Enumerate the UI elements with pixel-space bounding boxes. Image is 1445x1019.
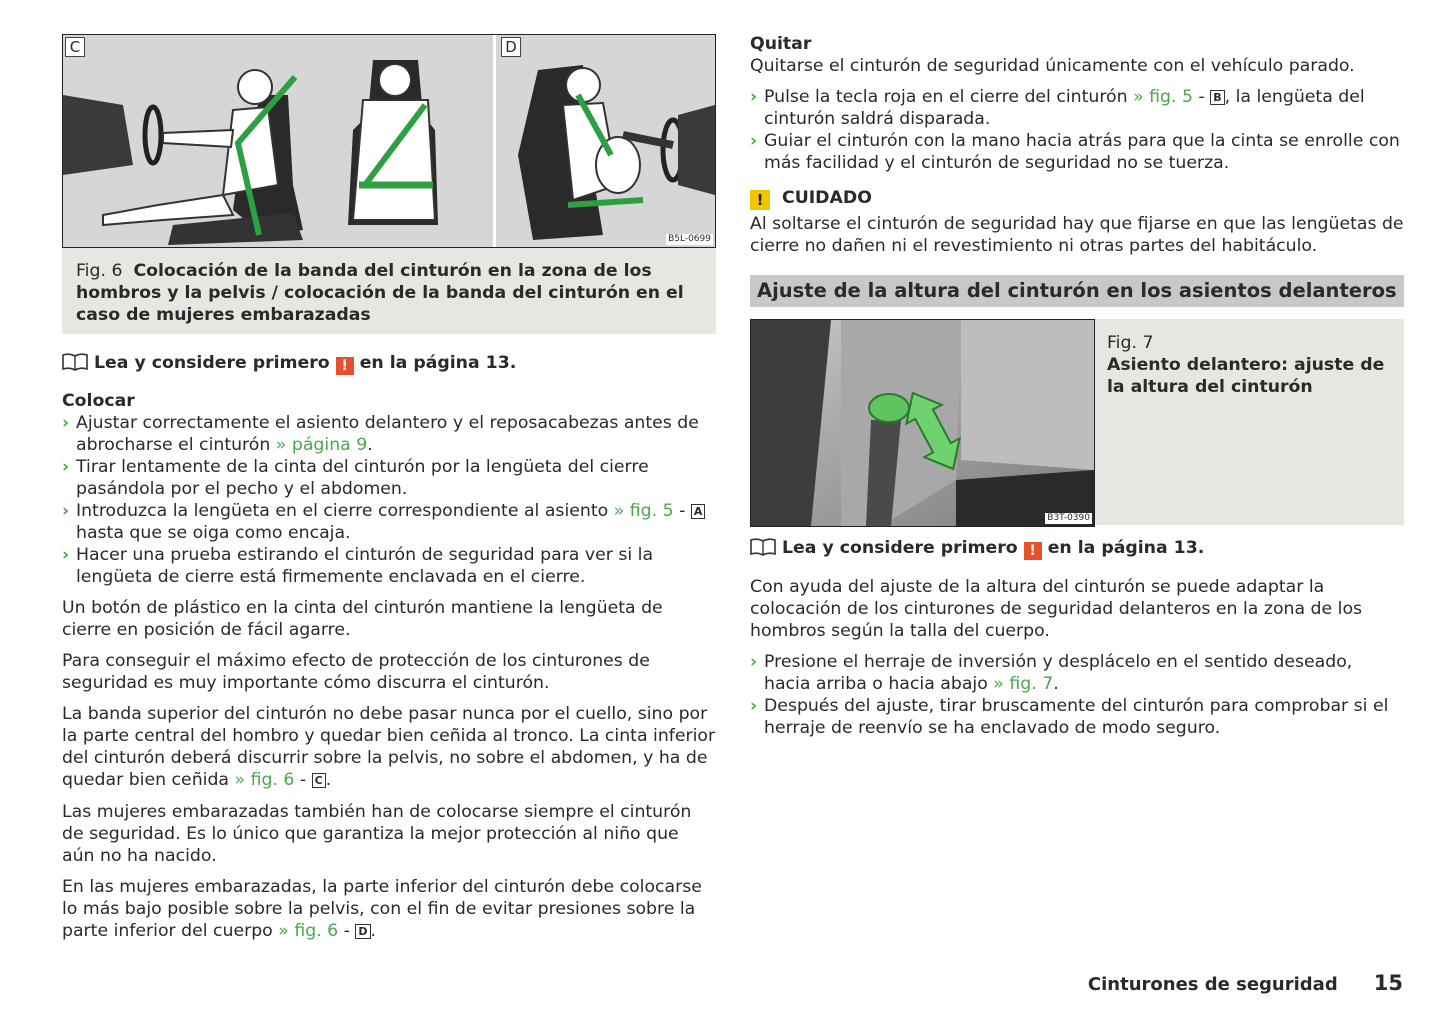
page-footer	[1088, 970, 1403, 998]
paragraph: Las mujeres embarazadas también han de colocarse siempre el cinturón de seguridad. Es lo único que garantiza la mejor protección al niño que aún no ha nacido.	[62, 802, 692, 866]
warning-icon: !	[336, 357, 354, 375]
item-label-box: B	[1210, 90, 1224, 105]
book-icon	[62, 353, 88, 377]
paragraph: En las mujeres embarazadas, la parte inferior del cinturón debe colocarse lo más bajo posible sobre la pelvis, con el fin de evitar presiones sobre la parte inferior del cuerpo » fig. 6 - D .	[62, 877, 702, 941]
paragraph: La banda superior del cinturón no debe pasar nunca por el cuello, sino por la parte central del hombro y quedar bien ceñida al tronco. La cinta inferior del cinturón deberá discurrir sobre la pelvis, no sobre el abdomen, y ha de quedar bien ceñida » fig. 6 - C .	[62, 704, 716, 790]
figure-title: Colocación de la banda del cinturón en la zona de los hombros y la pelvis / colocación de la banda del cinturón en el caso de mujeres embarazadas	[76, 261, 684, 325]
list-item: › Pulse la tecla roja en el cierre del cinturón » fig. 5 - B , la lengüeta del cinturón saldrá disparada.	[750, 87, 1365, 129]
chevron-right-icon: ›	[750, 696, 758, 716]
item-label-box: A	[691, 504, 706, 519]
figure-title: Asiento delantero: ajuste de la altura del cinturón	[1107, 355, 1385, 397]
figure-link[interactable]: » fig. 7	[993, 674, 1054, 694]
quitar-section	[750, 33, 1404, 174]
warning-icon: !	[1024, 542, 1042, 560]
figure-7-caption	[1095, 319, 1404, 525]
caution-heading: ! CUIDADO	[750, 187, 872, 210]
seatbelt-illustration	[63, 35, 715, 247]
paragraph: Un botón de plástico en la cinta del cinturón mantiene la lengüeta de cierre en posición de fácil agarre.	[62, 598, 663, 640]
reference-line: Lea y considere primero ! en la página 13.	[62, 352, 516, 377]
footer-section-title: Cinturones de seguridad	[1087, 974, 1338, 995]
figure-link[interactable]: » fig. 5	[613, 501, 674, 521]
figure-link[interactable]: » fig. 6	[234, 770, 295, 790]
figure-6-caption	[62, 248, 716, 334]
chevron-right-icon: ›	[62, 413, 70, 433]
colocar-section	[62, 390, 716, 588]
paragraph: Con ayuda del ajuste de la altura del cinturón se puede adaptar la colocación de los cinturones de seguridad delanteros en la zona de los hombros según la talla del cuerpo.	[750, 577, 1363, 641]
section-header: Ajuste de la altura del cinturón en los asientos delanteros	[750, 275, 1404, 307]
list-item: › Tirar lentamente de la cinta del cinturón por la lengüeta del cierre pasándola por el pecho y el abdomen.	[62, 457, 649, 499]
chevron-right-icon: ›	[750, 87, 758, 107]
book-icon	[750, 538, 776, 562]
list-item: › Ajustar correctamente el asiento delantero y el reposacabezas antes de abrocharse el cinturón » página 9.	[62, 413, 699, 455]
reference-line: Lea y considere primero ! en la página 13.	[750, 537, 1204, 562]
figure-number: Fig. 7	[1107, 333, 1154, 353]
list-item: › Guiar el cinturón con la mano hacia atrás para que la cinta se enrolle con más facilidad y el cinturón de seguridad no se tuerza.	[750, 131, 1400, 173]
belt-height-illustration	[751, 320, 1094, 526]
list-item: › Después del ajuste, tirar bruscamente del cinturón para comprobar si el herraje de reenvío se ha enclavado de modo seguro.	[750, 696, 1389, 738]
quitar-heading: Quitar	[750, 34, 812, 54]
chevron-right-icon: ›	[750, 131, 758, 151]
page-link[interactable]: » página 9	[275, 435, 368, 455]
list-item: › Presione el herraje de inversión y desplácelo en el sentido deseado, hacia arriba o hacia abajo » fig. 7.	[750, 652, 1353, 694]
item-label-box: D	[355, 924, 370, 939]
panel-label-c: C	[65, 37, 85, 57]
caution-text: Al soltarse el cinturón de seguridad hay que fijarse en que las lengüetas de cierre no dañen ni el revestimiento ni otras partes del habitáculo.	[750, 214, 1404, 256]
page-link[interactable]: 13.	[1173, 538, 1205, 558]
figure-link[interactable]: » fig. 5	[1133, 87, 1193, 107]
page-number: 15	[1373, 971, 1403, 995]
chevron-right-icon: ›	[750, 652, 758, 672]
figure-7-image	[750, 319, 1095, 527]
list-item: › Introduzca la lengüeta en el cierre correspondiente al asiento » fig. 5 - A hasta que se oiga como encaja.	[62, 500, 716, 544]
figure-link[interactable]: » fig. 6	[278, 921, 339, 941]
figure-code: B5L-0699	[668, 234, 711, 244]
paragraph: Para conseguir el máximo efecto de protección de los cinturones de seguridad es muy importante cómo discurra el cinturón.	[62, 651, 650, 693]
colocar-heading: Colocar	[62, 391, 135, 411]
page-link[interactable]: 13.	[485, 353, 517, 373]
list-item: › Hacer una prueba estirando el cinturón de seguridad para ver si la lengüeta de cierre está firmemente enclavada en el cierre.	[62, 545, 654, 587]
figure-6-image	[62, 34, 716, 248]
chevron-right-icon: ›	[62, 501, 70, 521]
panel-label-d: D	[501, 37, 521, 57]
chevron-right-icon: ›	[62, 457, 70, 477]
figure-code: B3T-0390	[1047, 513, 1090, 523]
item-label-box: C	[312, 773, 326, 788]
quitar-intro: Quitarse el cinturón de seguridad únicamente con el vehículo parado.	[750, 56, 1355, 76]
ajuste-list	[750, 651, 1404, 739]
figure-number: Fig. 6	[76, 261, 123, 281]
caution-icon: !	[750, 190, 770, 210]
chevron-right-icon: ›	[62, 545, 70, 565]
